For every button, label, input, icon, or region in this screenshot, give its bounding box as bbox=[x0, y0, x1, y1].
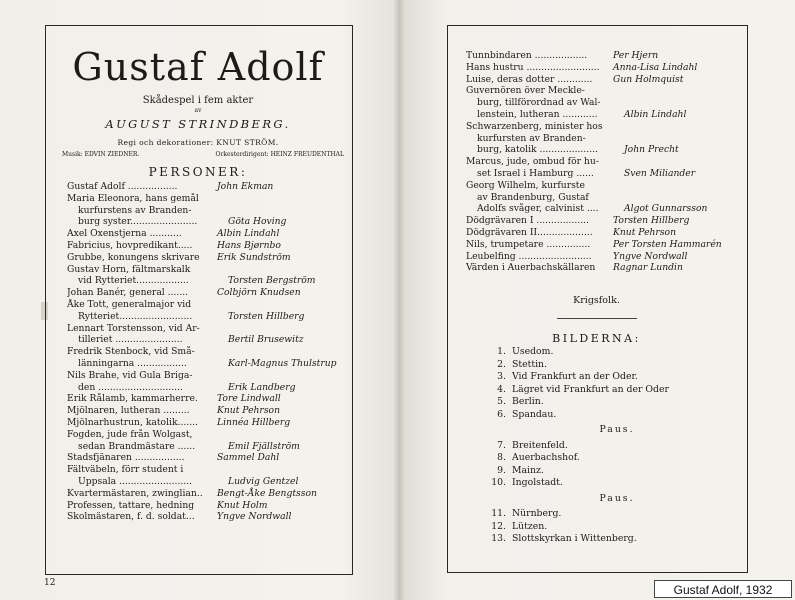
scene-item bbox=[482, 440, 722, 453]
cast-row bbox=[466, 74, 736, 86]
cast-row bbox=[466, 133, 736, 145]
cast-row bbox=[67, 488, 347, 500]
music-credits bbox=[62, 151, 344, 158]
actor-name: Knut Pehrson bbox=[217, 405, 280, 417]
actor-name: Torsten Hillberg bbox=[613, 215, 690, 227]
actor-name: Knut Holm bbox=[217, 499, 268, 511]
scene-list bbox=[482, 346, 722, 546]
scene-number: 2. bbox=[497, 358, 506, 370]
scene-number: 5. bbox=[497, 396, 506, 407]
cast-row bbox=[67, 393, 347, 405]
actor-name: Albin Lindahl bbox=[624, 108, 687, 120]
actor-name: Ludvig Gentzel bbox=[228, 475, 299, 487]
actor-name bbox=[217, 193, 347, 205]
role-name: den ............................. bbox=[78, 381, 183, 393]
cast-row bbox=[67, 252, 347, 264]
actor-name: Erik Landberg bbox=[228, 381, 296, 393]
role-name: Fredrik Stenbock, vid Små- bbox=[67, 346, 195, 358]
cast-row bbox=[466, 251, 736, 263]
actor-name: Karl-Magnus Thulstrup bbox=[228, 357, 337, 369]
actor-name: Emil Fjällström bbox=[228, 440, 300, 452]
actor-name: Per Torsten Hammarén bbox=[613, 238, 722, 250]
scenes-heading: BILDERNA: bbox=[552, 332, 641, 345]
author-name: AUGUST STRINDBERG. bbox=[105, 117, 291, 131]
cast-row bbox=[67, 181, 347, 193]
role-name: burg, katolik .................... bbox=[477, 144, 598, 156]
cast-row bbox=[466, 203, 736, 215]
scene-item bbox=[482, 452, 722, 465]
scene-name: Auerbachshof. bbox=[512, 452, 580, 463]
cast-row bbox=[67, 464, 347, 476]
cast-row bbox=[466, 109, 736, 121]
scene-name: Breitenfeld. bbox=[512, 439, 568, 451]
role-name: Marcus, jude, ombud för hu- bbox=[466, 156, 599, 168]
actor-name: Hans Bjørnbo bbox=[217, 239, 281, 251]
scene-name: Vid Frankfurt an der Oder. bbox=[512, 371, 638, 382]
scene-name: Spandau. bbox=[512, 408, 557, 420]
actor-name: Sammel Dahl bbox=[217, 452, 280, 464]
role-name: burg, tillförordnad av Wal- bbox=[477, 97, 601, 109]
actor-name bbox=[624, 133, 736, 145]
cast-row bbox=[466, 262, 736, 274]
scene-number: 3. bbox=[497, 371, 506, 382]
cast-row bbox=[67, 452, 347, 464]
role-name: Maria Eleonora, hans gemål bbox=[67, 192, 199, 204]
actor-name: Yngve Nordwall bbox=[217, 511, 292, 523]
scene-number: 6. bbox=[497, 408, 506, 420]
scene-number: 11. bbox=[491, 508, 506, 519]
cast-row bbox=[67, 476, 347, 488]
cast-row bbox=[67, 275, 347, 287]
actor-name: Anna-Lisa Lindahl bbox=[613, 61, 698, 73]
role-name: Leubelfing ......................... bbox=[466, 250, 592, 262]
cast-row bbox=[67, 370, 347, 382]
music-credit: Musik: EDVIN ZIEDNER. bbox=[62, 151, 140, 158]
role-name: Åke Tott, generalmajor vid bbox=[67, 298, 192, 310]
role-name: tilleriet ....................... bbox=[78, 334, 183, 346]
cast-row bbox=[67, 334, 347, 346]
actor-name: Knut Pehrson bbox=[613, 226, 676, 238]
cast-row bbox=[466, 156, 736, 168]
role-name: Dödgrävaren II................... bbox=[466, 226, 593, 238]
actor-name bbox=[613, 85, 736, 97]
role-name: Skolmästaren, f. d. soldat... bbox=[67, 511, 195, 523]
actor-name bbox=[613, 156, 736, 168]
scene-name: Mainz. bbox=[512, 464, 544, 476]
actor-name bbox=[217, 429, 347, 441]
actor-name bbox=[228, 205, 347, 217]
role-name: Fogden, jude från Wolgast, bbox=[67, 428, 193, 440]
role-name: Mjölnaren, lutheran ......... bbox=[67, 405, 190, 417]
role-name: av Brandenburg, Gustaf bbox=[477, 191, 589, 203]
book-gutter bbox=[393, 0, 405, 600]
play-title: Gustaf Adolf bbox=[72, 45, 324, 89]
actor-name bbox=[217, 464, 347, 476]
cast-row bbox=[67, 417, 347, 429]
scene-name: Berlin. bbox=[512, 396, 544, 407]
role-name: vid Rytteriet.................. bbox=[78, 275, 189, 287]
actor-name bbox=[217, 264, 347, 276]
cast-row bbox=[466, 85, 736, 97]
scene-item bbox=[482, 521, 722, 534]
role-name: kurfursten av Branden- bbox=[477, 132, 586, 144]
role-name: Johan Banér, general ....... bbox=[67, 287, 189, 299]
cast-row bbox=[67, 205, 347, 217]
actor-name bbox=[613, 180, 736, 192]
role-name: Hans hustru ......................... bbox=[466, 61, 600, 73]
scene-item bbox=[482, 384, 722, 397]
actor-name: Algot Gunnarsson bbox=[624, 203, 708, 215]
cast-row bbox=[67, 193, 347, 205]
cast-row bbox=[466, 62, 736, 74]
scene-name: Stettin. bbox=[512, 358, 547, 370]
role-name: Grubbe, konungens skrivare bbox=[67, 251, 200, 263]
page-number: 12 bbox=[44, 578, 56, 588]
scene-number: 12. bbox=[491, 520, 506, 532]
cast-row bbox=[466, 215, 736, 227]
scene-group-2 bbox=[482, 440, 722, 490]
scene-item bbox=[482, 508, 722, 521]
cast-row bbox=[466, 192, 736, 204]
actor-name: Bertil Brusewitz bbox=[228, 334, 304, 346]
cast-row bbox=[466, 239, 736, 251]
role-name: lenstein, lutheran ............ bbox=[477, 108, 598, 120]
cast-row bbox=[67, 311, 347, 323]
cast-list-left bbox=[67, 181, 347, 523]
cast-row bbox=[466, 144, 736, 156]
role-name: set Israel i Hamburg ...... bbox=[477, 167, 594, 179]
cast-row bbox=[466, 121, 736, 133]
cast-row bbox=[67, 299, 347, 311]
scene-item bbox=[482, 371, 722, 384]
scene-group-3 bbox=[482, 508, 722, 546]
actor-name bbox=[217, 346, 347, 358]
role-name: Schwarzenberg, minister hos bbox=[466, 120, 603, 132]
scene-number: 1. bbox=[497, 346, 506, 357]
cast-row bbox=[67, 323, 347, 335]
actor-name: Bengt-Åke Bengtsson bbox=[217, 487, 317, 499]
actor-name: Colbjörn Knudsen bbox=[217, 287, 301, 299]
scene-name: Ingolstadt. bbox=[512, 477, 563, 488]
scene-number: 4. bbox=[497, 383, 506, 395]
role-name: Guvernören över Meckle- bbox=[466, 85, 585, 97]
actor-name: Tore Lindwall bbox=[217, 393, 281, 405]
actor-name: Linnéa Hillberg bbox=[217, 416, 291, 428]
role-name: Tunnbindaren .................. bbox=[466, 50, 588, 61]
role-name: Gustav Horn, fältmarskalk bbox=[67, 263, 191, 275]
cast-heading: PERSONER: bbox=[148, 165, 248, 179]
scene-item bbox=[482, 346, 722, 359]
cast-row bbox=[67, 228, 347, 240]
direction-credit: Regi och dekorationer: KNUT STRÖM. bbox=[117, 138, 279, 147]
actor-name bbox=[217, 370, 347, 382]
actor-name bbox=[624, 192, 736, 204]
intermission-1: Paus. bbox=[599, 424, 635, 435]
actor-name bbox=[217, 299, 347, 311]
cast-row bbox=[67, 511, 347, 523]
scene-number: 7. bbox=[497, 439, 506, 451]
scene-item bbox=[482, 396, 722, 409]
scene-item bbox=[482, 533, 722, 546]
role-name: Erik Rålamb, kammarherre. bbox=[67, 393, 198, 405]
role-name: burg syster....................... bbox=[78, 216, 198, 228]
scene-item bbox=[482, 477, 722, 490]
actor-name bbox=[613, 121, 736, 133]
divider bbox=[557, 318, 637, 319]
intermission-2: Paus. bbox=[599, 492, 635, 504]
actor-name: Göta Hoving bbox=[228, 216, 287, 228]
cast-list-right bbox=[466, 50, 736, 274]
actor-name: Yngve Nordwall bbox=[613, 250, 688, 262]
actor-name: Per Hjern bbox=[613, 50, 659, 61]
scene-name: Usedom. bbox=[512, 346, 554, 357]
role-name: Lennart Torstensson, vid Ar- bbox=[67, 322, 200, 334]
role-name: Stadsfjänaren ................. bbox=[67, 452, 185, 464]
role-name: Adolfs svåger, calvinist .... bbox=[477, 203, 599, 215]
cast-row bbox=[67, 429, 347, 441]
scene-number: 9. bbox=[497, 464, 506, 476]
scene-number: 10. bbox=[491, 477, 506, 488]
role-name: Axel Oxenstjerna ........... bbox=[67, 228, 182, 240]
scene-name: Nürnberg. bbox=[512, 508, 562, 519]
actor-name: John Ekman bbox=[217, 181, 274, 192]
actor-name: Erik Sundström bbox=[217, 251, 291, 263]
cast-row bbox=[67, 405, 347, 417]
cast-row bbox=[67, 264, 347, 276]
actor-name: Gun Holmquist bbox=[613, 73, 684, 85]
role-name: Professen, tattare, hedning bbox=[67, 499, 195, 511]
role-name: Kvartermästaren, zwinglian.. bbox=[67, 487, 203, 499]
scene-name: Lägret vid Frankfurt an der Oder bbox=[512, 383, 669, 395]
role-name: Rytteriet......................... bbox=[78, 310, 193, 322]
scene-name: Slottskyrkan i Wittenberg. bbox=[512, 533, 637, 544]
actor-name: John Precht bbox=[624, 144, 679, 156]
actor-name: Ragnar Lundin bbox=[613, 262, 683, 274]
role-name: Fältväbeln, förr student i bbox=[67, 464, 184, 476]
actor-name: Torsten Hillberg bbox=[228, 310, 305, 322]
actor-name: Torsten Bergström bbox=[228, 275, 316, 287]
role-name: Mjölnarhustrun, katolik....... bbox=[67, 416, 198, 428]
actor-name: Sven Miliander bbox=[624, 167, 696, 179]
by-label: av bbox=[194, 107, 202, 114]
scene-number: 8. bbox=[497, 452, 506, 463]
krigsfolk-line: Krigsfolk. bbox=[573, 295, 620, 306]
actor-name bbox=[624, 97, 736, 109]
role-name: Gustaf Adolf ................. bbox=[67, 181, 178, 192]
scene-item bbox=[482, 465, 722, 478]
cast-row bbox=[67, 500, 347, 512]
actor-name: Albin Lindahl bbox=[217, 228, 280, 240]
cast-row bbox=[466, 168, 736, 180]
role-name: sedan Brandmästare ...... bbox=[78, 440, 196, 452]
cast-row bbox=[466, 227, 736, 239]
role-name: Nils Brahe, vid Gula Briga- bbox=[67, 369, 193, 381]
scene-item bbox=[482, 409, 722, 422]
cast-row bbox=[466, 180, 736, 192]
role-name: Luise, deras dotter ............ bbox=[466, 73, 593, 85]
conductor-credit: Orkesterdirigent: HEINZ FREUDENTHAL bbox=[215, 151, 344, 158]
role-name: Fabricius, hovpredikant..... bbox=[67, 239, 193, 251]
cast-row bbox=[67, 358, 347, 370]
scene-name: Lützen. bbox=[512, 520, 548, 532]
cast-row bbox=[466, 97, 736, 109]
role-name: Georg Wilhelm, kurfurste bbox=[466, 179, 585, 191]
scene-item bbox=[482, 359, 722, 372]
cast-row bbox=[466, 50, 736, 62]
scene-number: 13. bbox=[491, 533, 506, 544]
cast-row bbox=[67, 346, 347, 358]
role-name: länningarna ................. bbox=[78, 357, 187, 369]
role-name: Dödgrävaren I .................. bbox=[466, 215, 589, 227]
cast-row bbox=[67, 441, 347, 453]
role-name: Nils, trumpetare ............... bbox=[466, 238, 591, 250]
cast-row bbox=[67, 216, 347, 228]
image-caption: Gustaf Adolf, 1932 bbox=[654, 580, 792, 598]
cast-row bbox=[67, 240, 347, 252]
role-name: kurfurstens av Branden- bbox=[78, 204, 192, 216]
cast-row bbox=[67, 287, 347, 299]
play-subtitle: Skådespel i fem akter bbox=[142, 95, 254, 106]
role-name: Uppsala ......................... bbox=[78, 475, 193, 487]
role-name: Värden i Auerbachskällaren bbox=[466, 262, 596, 274]
actor-name bbox=[217, 323, 347, 335]
scene-group-1 bbox=[482, 346, 722, 421]
cast-row bbox=[67, 382, 347, 394]
